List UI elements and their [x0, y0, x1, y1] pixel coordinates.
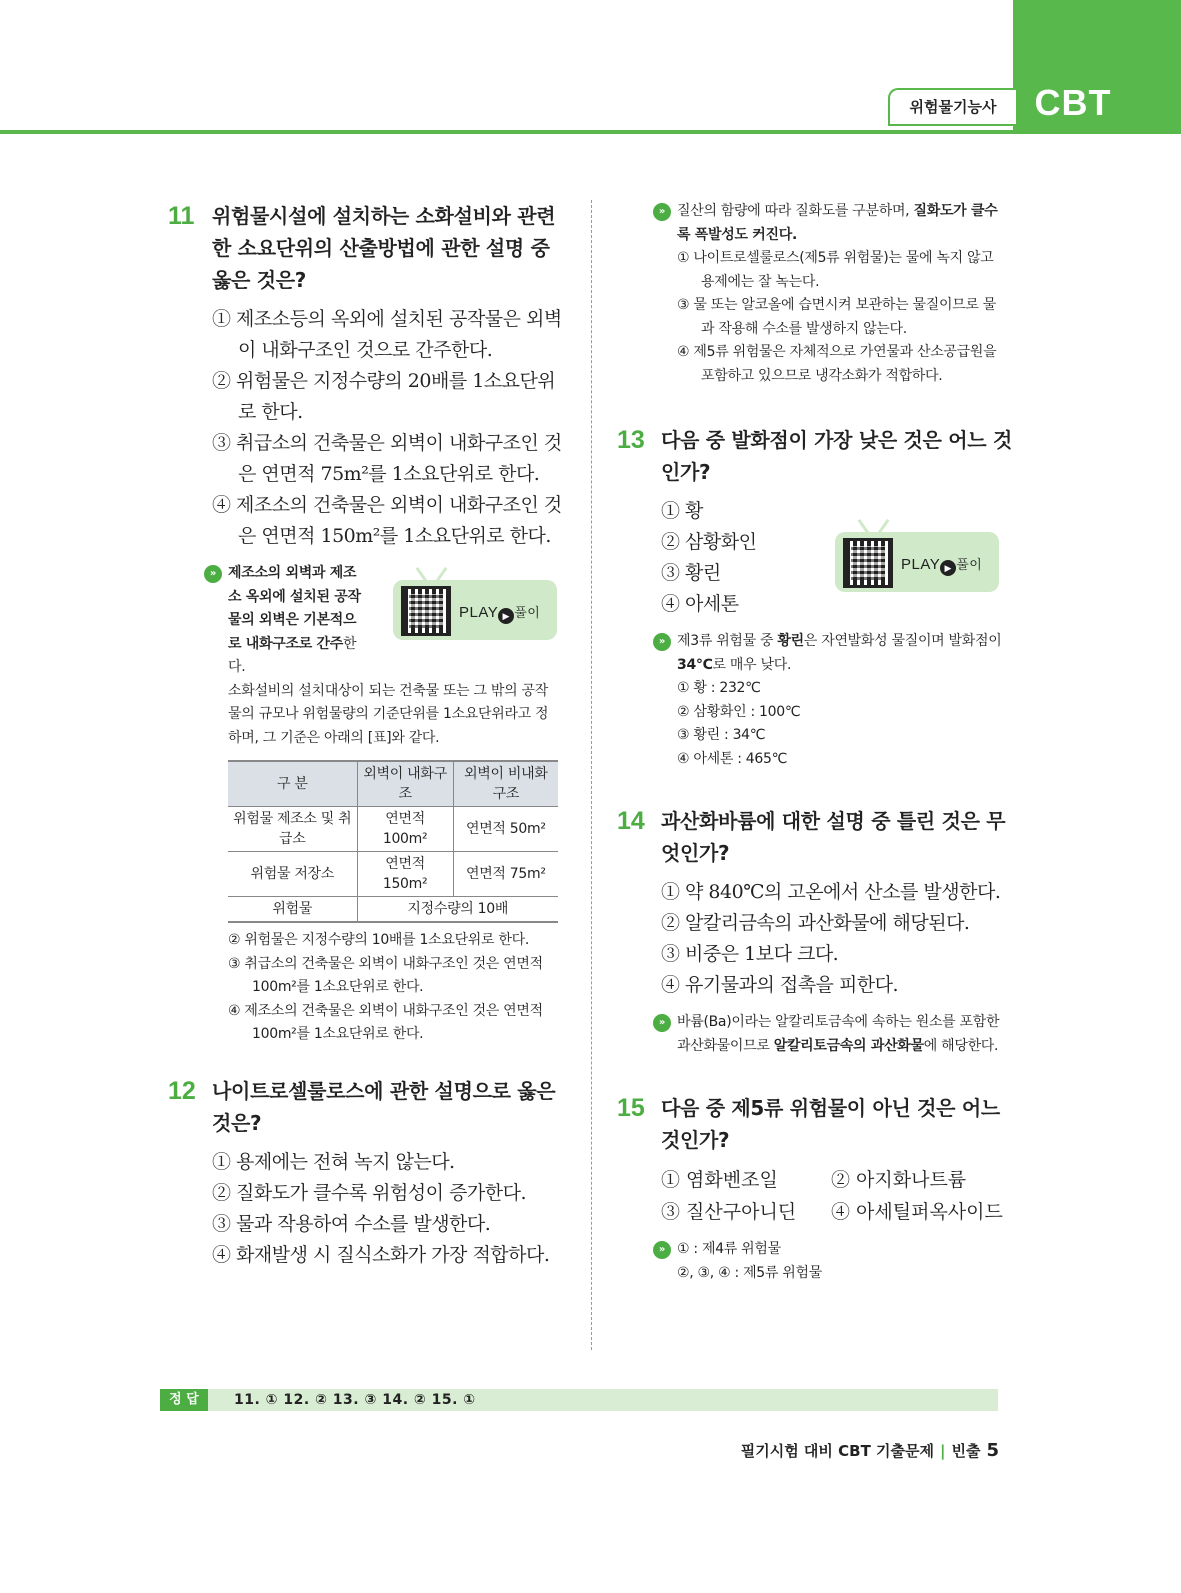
question-text: 위험물시설에 설치하는 소화설비와 관련한 소요단위의 산출방법에 관한 설명 중 옳은 것은?	[212, 204, 556, 292]
option-list	[212, 304, 573, 552]
option-list	[661, 1164, 1022, 1228]
play-icon: ▶	[498, 608, 514, 624]
question-number: 12	[168, 1076, 196, 1105]
qr-code-icon	[843, 538, 893, 588]
unit-table	[228, 760, 558, 923]
question-number: 15	[617, 1094, 645, 1122]
explanation-icon: »	[204, 565, 222, 583]
option: ④ 화재발생 시 질식소화가 가장 적합하다.	[212, 1243, 550, 1266]
option: ② 질화도가 클수록 위험성이 증가한다.	[212, 1181, 527, 1204]
question-number: 13	[617, 426, 645, 454]
table-row: 위험물 저장소 연면적 150m² 연면적 75m²	[228, 852, 558, 897]
option: ③ 취급소의 건축물은 외벽이 내화구조인 것은 연면적 75m²를 1소요단위로 한다.	[212, 432, 562, 485]
explanation-bold: 제조소의 외벽과 제조소 옥외에 설치된 공작물의 외벽은 기본적으로 내화구조로 간주	[228, 565, 361, 652]
header-rule	[0, 130, 1181, 134]
footer-title: 필기시험 대비 CBT 기출문제	[740, 1442, 934, 1460]
question-14	[617, 805, 1022, 1001]
option: ③ 황린	[661, 562, 721, 584]
footer-separator: |	[940, 1442, 946, 1460]
explanation-14: » 바륨(Ba)이라는 알칼리토금속에 속하는 원소를 포함한 과산화물이므로 알칼리토금속의 과산화물에 해당한다.	[653, 1011, 1003, 1058]
explanation-item: ① : 제4류 위험물	[677, 1241, 781, 1257]
explanation-item: ②, ③, ④ : 제5류 위험물	[677, 1264, 822, 1281]
option: ④ 제조소의 건축물은 외벽이 내화구조인 것은 연면적 150m²를 1소요단위로 한다.	[212, 494, 562, 547]
right-column	[617, 200, 1022, 1285]
explanation-item: ② 삼황화인 : 100℃	[677, 703, 801, 720]
explanation-item: ④ 제5류 위험물은 자체적으로 가연물과 산소공급원을 포함하고 있으므로 냉각소화가 적합하다.	[677, 344, 997, 384]
question-text: 다음 중 발화점이 가장 낮은 것은 어느 것인가?	[661, 428, 1012, 484]
question-text: 나이트로셀룰로스에 관한 설명으로 옳은 것은?	[212, 1078, 556, 1135]
option: ② 삼황화인	[661, 531, 757, 553]
page-footer	[741, 1440, 999, 1461]
question-15	[617, 1092, 1022, 1228]
header-brand: CBT	[1034, 82, 1112, 123]
option: ① 황	[661, 500, 703, 522]
explanation-15	[653, 1238, 1003, 1285]
explanation-icon: »	[653, 1014, 671, 1032]
table-header: 구 분	[228, 761, 357, 807]
question-number: 11	[168, 202, 195, 230]
explanation-12: » 질산의 함량에 따라 질화도를 구분하며, 질화도가 클수록 폭발성도 커진다. ① 나이트로셀룰로스(제5류 위험물)는 물에 녹지 않고 용제에는 잘 녹는다. ③ 물 또는 알코올에 습면시켜 보관하는 물질이므로 물과 작용해 수소를 발생하지 않는다. ④ 제5류 위험물은 자체적으로 가연물과 산소공급원을 포함하고 있으므로 냉각소화가 적합하다.	[653, 200, 1003, 388]
table-row: 위험물 제조소 및 취급소 연면적 100m² 연면적 50m²	[228, 807, 558, 852]
question-11	[168, 200, 573, 552]
question-number: 14	[617, 807, 645, 835]
option: ① 약 840℃의 고온에서 산소를 발생한다.	[661, 881, 1001, 903]
explanation-11: » 제조소의 외벽과 제조소 옥외에 설치된 공작물의 외벽은 기본적으로 내화구조로 간주한다. 소화설비의 설치대상이 되는 건축물 또는 그 밖의 공작물의 규모나 위험물량의 기준단위를 1소요단위라고 정하며, 그 기준은 아래의 [표]와 같다. 구 분 외벽이 내화구조 외벽이 비내화구조 위험물 제조소 및 취급소 연면적 100m² 연면적 50m² 위험물 저장소 연면적 150m² 연면적 75m² 위험물 지정수량의 10배 ② 위험물은 지정수량의 10배를 1소요단위로 한다. ③ 취급소의 건축물은 외벽이 내화구조인 것은 연면적 100m²를 1소요단위로 한다. ④ 제조소의 건축물은 외벽이 내화구조인 것은 연면적 100m²를 1소요단위로 한다.	[204, 562, 560, 1047]
table-header: 외벽이 비내화구조	[453, 761, 558, 807]
explanation-icon: »	[653, 203, 671, 221]
footer-section: 빈출	[951, 1442, 981, 1460]
option: ③ 물과 작용하여 수소를 발생한다.	[212, 1212, 491, 1235]
explanation-item: ① 나이트로셀룰로스(제5류 위험물)는 물에 녹지 않고 용제에는 잘 녹는다.	[677, 250, 994, 290]
play-label: PLAY	[901, 556, 941, 573]
column-divider	[591, 200, 592, 1350]
answer-label: 정 답	[160, 1389, 208, 1411]
explanation-item: ① 황 : 232℃	[677, 680, 761, 696]
solution-label: 풀이	[514, 605, 541, 620]
qr-play-button-13[interactable]	[835, 514, 999, 592]
explanation-item: ③ 취급소의 건축물은 외벽이 내화구조인 것은 연면적 100m²를 1소요단위로 한다.	[228, 955, 543, 995]
explanation-item: ④ 제조소의 건축물은 외벽이 내화구조인 것은 연면적 100m²를 1소요단위로 한다.	[228, 1002, 543, 1042]
explanation-text: 소화설비의 설치대상이 되는 건축물 또는 그 밖의 공작물의 규모나 위험물량의 기준단위를 1소요단위라고 정하며, 그 기준은 아래의 [표]와 같다.	[228, 682, 549, 746]
explanation-item: ② 위험물은 지정수량의 10배를 1소요단위로 한다.	[228, 932, 530, 948]
page-number: 5	[986, 1440, 999, 1461]
option: ② 알칼리금속의 과산화물에 해당된다.	[661, 912, 970, 934]
option: ① 제조소등의 옥외에 설치된 공작물은 외벽이 내화구조인 것으로 간주한다.	[212, 308, 562, 361]
play-icon: ▶	[940, 560, 956, 576]
explanation-item: ③ 황린 : 34℃	[677, 727, 766, 743]
option: ② 위험물은 지정수량의 20배를 1소요단위로 한다.	[212, 370, 556, 423]
option-list	[661, 877, 1022, 1001]
option: ④ 유기물과의 접촉을 피한다.	[661, 974, 899, 996]
table-header: 외벽이 내화구조	[357, 761, 453, 807]
left-column	[168, 200, 573, 1281]
header-tag: 위험물기능사	[888, 88, 1016, 126]
option: ④ 아세틸퍼옥사이드	[831, 1201, 1003, 1223]
explanation-icon: »	[653, 1241, 671, 1259]
option: ① 염화벤조일	[661, 1169, 778, 1191]
option: ① 용제에는 전혀 녹지 않는다.	[212, 1150, 455, 1173]
option: ③ 비중은 1보다 크다.	[661, 943, 839, 965]
explanation-item: ④ 아세톤 : 465℃	[677, 750, 788, 767]
explanation-item: ③ 물 또는 알코올에 습면시켜 보관하는 물질이므로 물과 작용해 수소를 발생하지 않는다.	[677, 297, 997, 337]
question-12	[168, 1075, 573, 1271]
option: ④ 아세톤	[661, 593, 739, 615]
question-13	[617, 424, 1022, 620]
explanation-icon: »	[653, 633, 671, 651]
option: ② 아지화나트륨	[831, 1169, 967, 1191]
option: ③ 질산구아니딘	[661, 1201, 797, 1223]
explanation-bold: 질화도가 클수록 폭발성도 커진다.	[677, 203, 998, 243]
explanation-13: » 제3류 위험물 중 황린은 자연발화성 물질이며 발화점이 34℃로 매우 낮다. ① 황 : 232℃ ② 삼황화인 : 100℃ ③ 황린 : 34℃ ④ 아세톤 : 465℃	[653, 630, 1003, 771]
play-label: PLAY	[459, 604, 499, 621]
answer-bar	[160, 1389, 998, 1411]
answer-text: 11. ① 12. ② 13. ③ 14. ② 15. ①	[234, 1392, 476, 1408]
question-text: 과산화바륨에 대한 설명 중 틀린 것은 무엇인가?	[661, 809, 1006, 865]
solution-label: 풀이	[956, 557, 983, 572]
table-row: 위험물 지정수량의 10배	[228, 897, 558, 923]
option-list	[212, 1147, 573, 1271]
question-text: 다음 중 제5류 위험물이 아닌 것은 어느 것인가?	[661, 1096, 1000, 1152]
